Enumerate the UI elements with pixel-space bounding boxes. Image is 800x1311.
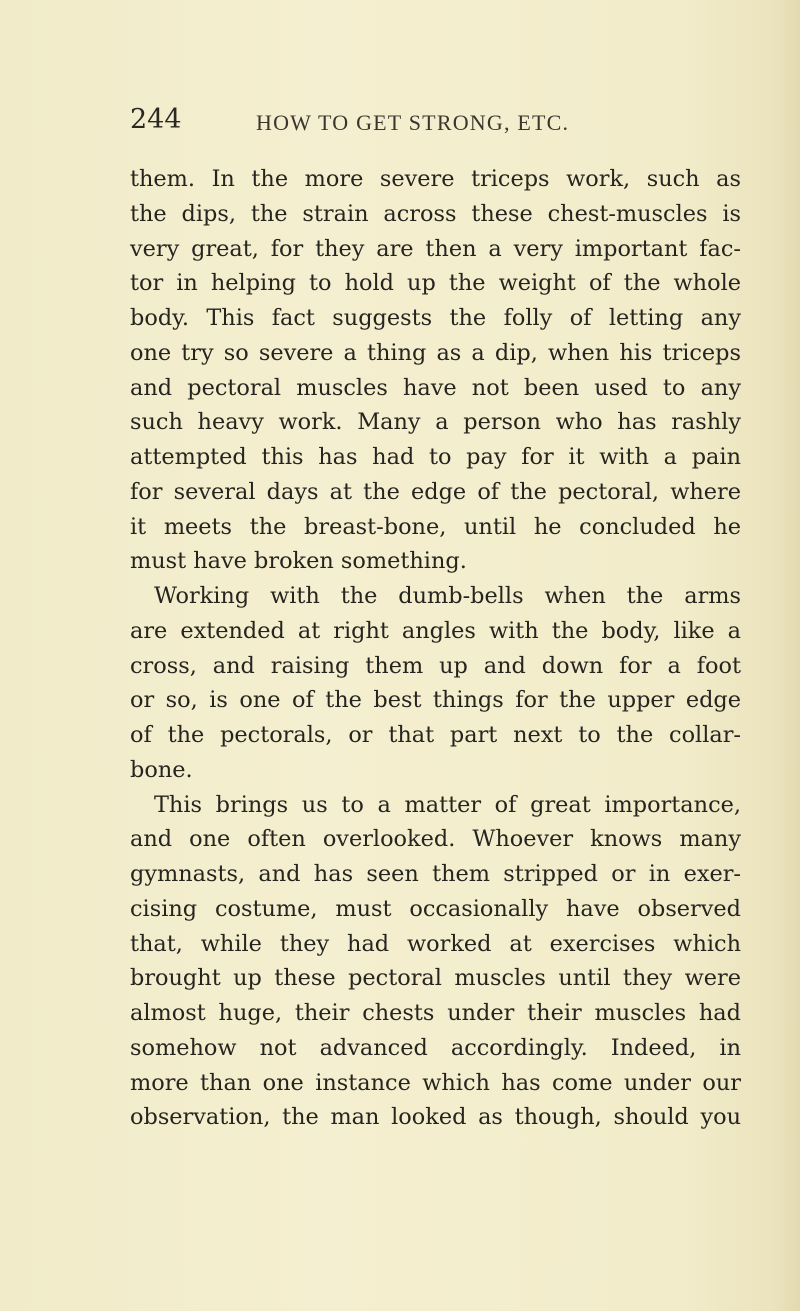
text-line: that, while they had worked at exercises which (130, 930, 741, 957)
text-line: body. This fact suggests the folly of letting any (130, 305, 741, 331)
text-line: attempted this has had to pay for it with a pain (130, 444, 741, 470)
text-line: them. In the more severe triceps work, such as (130, 166, 741, 192)
running-head: HOW TO GET STRONG, ETC. (256, 110, 570, 135)
text-line: must have broken something. (130, 548, 467, 575)
text-line: the dips, the strain across these chest-muscles is (130, 200, 741, 227)
body-text (130, 162, 741, 1135)
text-line: almost huge, their chests under their muscles had (130, 1000, 741, 1026)
text-line: This brings us to a matter of great importance, (154, 791, 741, 818)
text-line: such heavy work. Many a person who has rashly (130, 409, 741, 436)
text-line: observation, the man looked as though, should you (130, 1104, 741, 1131)
text-line: one try so severe a thing as a dip, when his triceps (130, 339, 741, 366)
text-line: cising costume, must occasionally have observed (130, 895, 741, 922)
text-line: and one often overlooked. Whoever knows many (130, 826, 741, 853)
text-line: or so, is one of the best things for the upper edge (130, 687, 741, 714)
text-line: it meets the breast-bone, until he concluded he (130, 513, 741, 540)
text-line: are extended at right angles with the body, like a (130, 617, 741, 644)
page-number: 244 (130, 104, 182, 135)
text-line: somehow not advanced accordingly. Indeed, in (130, 1034, 741, 1061)
text-line: and pectoral muscles have not been used to any (130, 374, 741, 401)
text-line: brought up these pectoral muscles until they were (130, 965, 741, 992)
text-line: gymnasts, and has seen them stripped or in exer- (130, 861, 741, 887)
text-line: of the pectorals, or that part next to the collar- (130, 722, 741, 748)
text-line: tor in helping to hold up the weight of the whole (130, 270, 741, 297)
text-line: more than one instance which has come under our (130, 1069, 741, 1096)
text-line: Working with the dumb-bells when the arms (154, 583, 741, 609)
page-header (130, 104, 690, 144)
text-line: very great, for they are then a very important fac- (130, 235, 741, 262)
text-line: bone. (130, 756, 193, 783)
text-line: for several days at the edge of the pectoral, where (130, 478, 741, 505)
text-line: cross, and raising them up and down for a foot (130, 652, 741, 679)
